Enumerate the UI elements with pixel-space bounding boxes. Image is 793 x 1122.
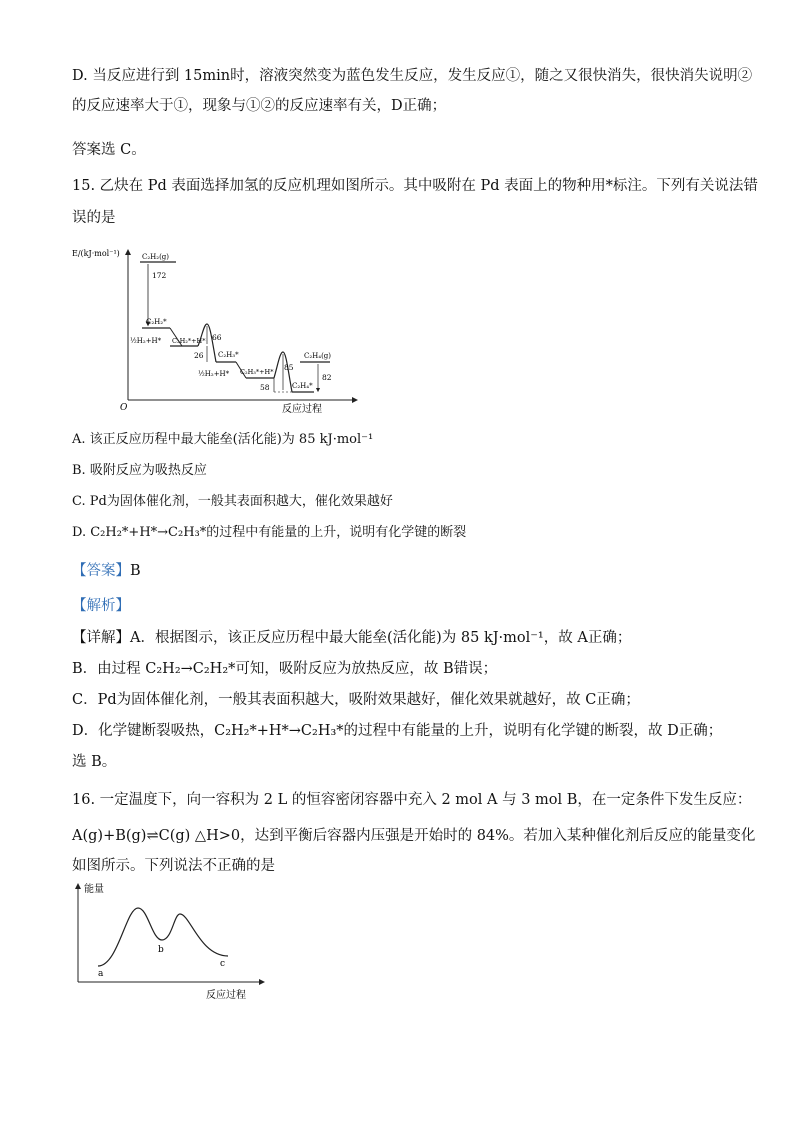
q16-point-a: a xyxy=(98,969,104,979)
q15-species-c2h2g: C₂H₂(g) xyxy=(142,253,170,261)
q15-conclusion: 选 B。 xyxy=(72,754,117,770)
prev-answer: 答案选 C。 xyxy=(72,142,146,158)
q16-x-label: 反应过程 xyxy=(206,990,246,1001)
q15-detail-a: A．根据图示，该正反应历程中最大能垒(活化能)为 85 kJ·mol⁻¹，故 A正确； xyxy=(130,630,632,646)
q15-option-a: A. 该正反应历程中最大能垒(活化能)为 85 kJ·mol⁻¹ xyxy=(72,432,374,447)
q15-detail-d: D．化学键断裂吸热，C₂H₂*+H*→C₂H₃*的过程中有能量的上升，说明有化学键的断裂，故 D正确； xyxy=(72,723,723,739)
q16-energy-diagram xyxy=(70,878,270,1003)
q16-point-c: c xyxy=(220,959,226,969)
q15-species-h2-h-2: ½H₂+H* xyxy=(198,370,230,378)
q15-value-66: 66 xyxy=(212,333,222,342)
q15-species-h2-h-1: ½H₂+H* xyxy=(130,337,162,345)
q15-energy-diagram xyxy=(70,240,370,420)
q16-y-label: 能量 xyxy=(84,884,104,895)
q15-species-c2h2-ads: C₂H₂* xyxy=(146,318,167,326)
q15-analysis-tag: 【解析】 xyxy=(72,598,130,614)
q16-energy-curve xyxy=(98,908,228,966)
q15-option-b: B. 吸附反应为吸热反应 xyxy=(72,463,207,478)
q15-stem-line2: 误的是 xyxy=(72,210,116,226)
q16-stem-line1: 16. 一定温度下，向一容积为 2 L 的恒容密闭容器中充入 2 mol A 与 3 mol B，在一定条件下发生反应： xyxy=(72,792,752,808)
q15-value-82: 82 xyxy=(322,373,332,382)
q15-value-26: 26 xyxy=(194,351,204,360)
q15-detail-b: B．由过程 C₂H₂→C₂H₂*可知，吸附反应为放热反应，故 B错误； xyxy=(72,661,498,677)
q15-answer-value: B xyxy=(130,563,141,579)
prev-option-d-line2: 的反应速率大于①，现象与①②的反应速率有关，D正确； xyxy=(72,98,447,114)
q15-value-85: 85 xyxy=(284,363,294,372)
q15-option-c: C. Pd为固体催化剂，一般其表面积越大，催化效果越好 xyxy=(72,494,393,509)
q15-x-label: 反应过程 xyxy=(282,404,322,415)
q15-species-c2h4-ads: C₂H₄* xyxy=(292,382,313,390)
q15-species-c2h2-h: C₂H₂*+H* xyxy=(172,337,206,345)
q15-option-d: D. C₂H₂*+H*→C₂H₃*的过程中有能量的上升，说明有化学键的断裂 xyxy=(72,525,467,540)
q15-value-58: 58 xyxy=(260,383,270,392)
q15-y-label: E/(kJ·mol⁻¹) xyxy=(72,249,120,258)
q16-stem-line2: A(g)+B(g)⇌C(g) △H>0，达到平衡后容器内压强是开始时的 84%。若加入某种催化剂后反应的能量变化 xyxy=(72,828,756,844)
q16-stem-line3: 如图所示。下列说法不正确的是 xyxy=(72,858,275,874)
q15-answer-row xyxy=(72,561,141,581)
prev-option-d-line1: D. 当反应进行到 15min时，溶液突然变为蓝色发生反应，发生反应①，随之又很快消失，很快消失说明② xyxy=(72,68,753,84)
q15-detail-c: C．Pd为固体催化剂，一般其表面积越大，吸附效果越好，催化效果就越好，故 C正确； xyxy=(72,692,640,708)
q15-detail-tag: 【详解】 xyxy=(72,630,130,646)
q15-species-c2h4g: C₂H₄(g) xyxy=(304,352,332,360)
q15-value-172: 172 xyxy=(152,271,167,280)
q15-species-c2h3-h: C₂H₃*+H* xyxy=(240,368,274,376)
q15-detail-a-row xyxy=(72,628,631,648)
q15-answer-tag: 【答案】 xyxy=(72,563,130,579)
q16-point-b: b xyxy=(158,945,164,955)
q15-stem-line1: 15. 乙炔在 Pd 表面选择加氢的反应机理如图所示。其中吸附在 Pd 表面上的物种用*标注。下列有关说法错 xyxy=(72,178,758,194)
q15-species-c2h3-ads: C₂H₃* xyxy=(218,351,239,359)
q15-origin: O xyxy=(120,403,128,413)
